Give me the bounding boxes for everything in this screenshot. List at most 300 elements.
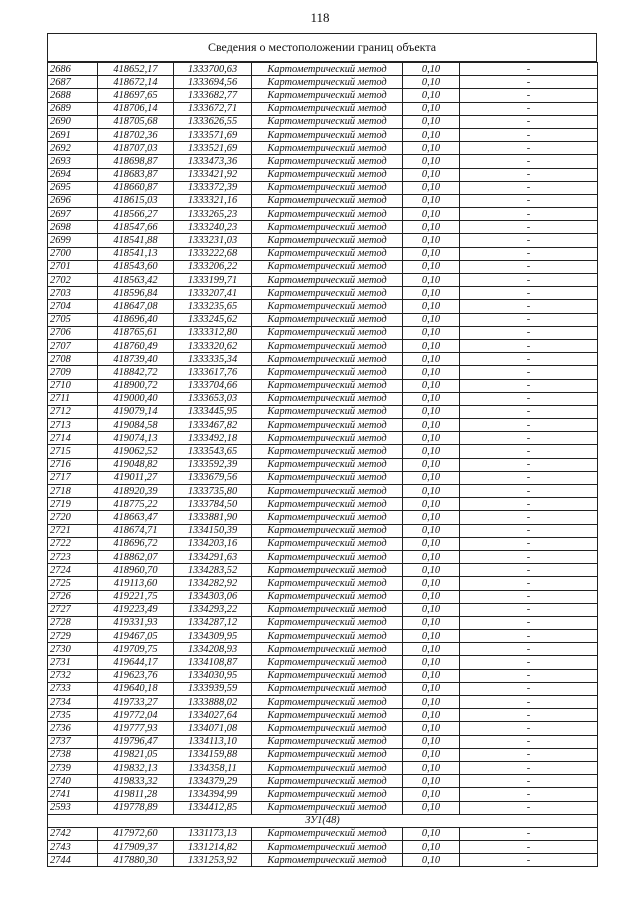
description-cell: - [460,616,598,629]
method-cell: Картометрический метод [252,155,403,168]
description-cell: - [460,419,598,432]
description-cell: - [460,432,598,445]
x-coordinate-cell: 418541,13 [98,247,174,260]
y-coordinate-cell: 1333694,56 [174,76,252,89]
description-cell: - [460,274,598,287]
point-number-cell: 2714 [48,432,98,445]
accuracy-cell: 0,10 [403,168,460,181]
description-cell: - [460,854,598,867]
description-cell: - [460,392,598,405]
description-cell: - [460,709,598,722]
y-coordinate-cell: 1333235,65 [174,300,252,313]
y-coordinate-cell: 1334030,95 [174,669,252,682]
method-cell: Картометрический метод [252,656,403,669]
x-coordinate-cell: 419796,47 [98,735,174,748]
table-row [48,841,598,854]
point-number-cell: 2693 [48,155,98,168]
method-cell: Картометрический метод [252,208,403,221]
description-cell: - [460,168,598,181]
accuracy-cell: 0,10 [403,142,460,155]
method-cell: Картометрический метод [252,616,403,629]
accuracy-cell: 0,10 [403,603,460,616]
description-cell: - [460,603,598,616]
table-row [48,313,598,326]
x-coordinate-cell: 418674,71 [98,524,174,537]
table-row [48,524,598,537]
x-coordinate-cell: 419467,05 [98,630,174,643]
point-number-cell: 2741 [48,788,98,801]
description-cell: - [460,696,598,709]
y-coordinate-cell: 1333592,39 [174,458,252,471]
x-coordinate-cell: 419048,82 [98,458,174,471]
accuracy-cell: 0,10 [403,194,460,207]
section-label: ЗУ1(48) [48,814,598,827]
method-cell: Картометрический метод [252,234,403,247]
method-cell: Картометрический метод [252,287,403,300]
accuracy-cell: 0,10 [403,788,460,801]
description-cell: - [460,76,598,89]
point-number-cell: 2735 [48,709,98,722]
page-number: 118 [310,10,330,25]
x-coordinate-cell: 417972,60 [98,827,174,840]
description-cell: - [460,590,598,603]
method-cell: Картометрический метод [252,630,403,643]
x-coordinate-cell: 419113,60 [98,577,174,590]
point-number-cell: 2691 [48,128,98,141]
method-cell: Картометрический метод [252,102,403,115]
y-coordinate-cell: 1333473,36 [174,155,252,168]
table-row [48,102,598,115]
y-coordinate-cell: 1333245,62 [174,313,252,326]
x-coordinate-cell: 419733,27 [98,696,174,709]
method-cell: Картометрический метод [252,854,403,867]
y-coordinate-cell: 1333704,66 [174,379,252,392]
description-cell: - [460,194,598,207]
y-coordinate-cell: 1334159,88 [174,748,252,761]
x-coordinate-cell: 419062,52 [98,445,174,458]
accuracy-cell: 0,10 [403,471,460,484]
accuracy-cell: 0,10 [403,485,460,498]
method-cell: Картометрический метод [252,735,403,748]
y-coordinate-cell: 1333312,80 [174,326,252,339]
y-coordinate-cell: 1333421,92 [174,168,252,181]
table-body-main [48,63,598,815]
point-number-cell: 2723 [48,550,98,563]
method-cell: Картометрический метод [252,537,403,550]
x-coordinate-cell: 419644,17 [98,656,174,669]
accuracy-cell: 0,10 [403,432,460,445]
description-cell: - [460,287,598,300]
accuracy-cell: 0,10 [403,735,460,748]
accuracy-cell: 0,10 [403,102,460,115]
table-row [48,603,598,616]
method-cell: Картометрический метод [252,181,403,194]
point-number-cell: 2709 [48,366,98,379]
point-number-cell: 2740 [48,775,98,788]
description-cell: - [460,827,598,840]
y-coordinate-cell: 1333265,23 [174,208,252,221]
point-number-cell: 2728 [48,616,98,629]
table-row [48,445,598,458]
point-number-cell: 2703 [48,287,98,300]
point-number-cell: 2727 [48,603,98,616]
table-row [48,669,598,682]
y-coordinate-cell: 1333617,76 [174,366,252,379]
accuracy-cell: 0,10 [403,419,460,432]
description-cell: - [460,234,598,247]
description-cell: - [460,445,598,458]
method-cell: Картометрический метод [252,89,403,102]
y-coordinate-cell: 1334027,64 [174,709,252,722]
point-number-cell: 2698 [48,221,98,234]
table-row [48,485,598,498]
description-cell: - [460,326,598,339]
table-row [48,643,598,656]
point-number-cell: 2717 [48,471,98,484]
table-row [48,432,598,445]
y-coordinate-cell: 1333372,39 [174,181,252,194]
accuracy-cell: 0,10 [403,775,460,788]
y-coordinate-cell: 1334283,52 [174,564,252,577]
method-cell: Картометрический метод [252,339,403,352]
accuracy-cell: 0,10 [403,89,460,102]
description-cell: - [460,313,598,326]
method-cell: Картометрический метод [252,274,403,287]
x-coordinate-cell: 418615,03 [98,194,174,207]
y-coordinate-cell: 1333207,41 [174,287,252,300]
table-title: Сведения о местоположении границ объекта [47,33,597,62]
accuracy-cell: 0,10 [403,445,460,458]
y-coordinate-cell: 1334358,11 [174,761,252,774]
accuracy-cell: 0,10 [403,181,460,194]
accuracy-cell: 0,10 [403,696,460,709]
table-row [48,630,598,643]
x-coordinate-cell: 418775,22 [98,498,174,511]
y-coordinate-cell: 1333682,77 [174,89,252,102]
point-number-cell: 2726 [48,590,98,603]
table-row [48,181,598,194]
x-coordinate-cell: 417909,37 [98,841,174,854]
point-number-cell: 2737 [48,735,98,748]
description-cell: - [460,300,598,313]
accuracy-cell: 0,10 [403,155,460,168]
point-number-cell: 2721 [48,524,98,537]
description-cell: - [460,155,598,168]
method-cell: Картометрический метод [252,419,403,432]
y-coordinate-cell: 1334293,22 [174,603,252,616]
coordinates-table [47,62,598,867]
method-cell: Картометрический метод [252,550,403,563]
accuracy-cell: 0,10 [403,643,460,656]
method-cell: Картометрический метод [252,590,403,603]
accuracy-cell: 0,10 [403,669,460,682]
table-body-section [48,827,598,867]
point-number-cell: 2715 [48,445,98,458]
point-number-cell: 2699 [48,234,98,247]
point-number-cell: 2696 [48,194,98,207]
table-row [48,827,598,840]
accuracy-cell: 0,10 [403,550,460,563]
description-cell: - [460,115,598,128]
table-row [48,854,598,867]
y-coordinate-cell: 1333467,82 [174,419,252,432]
accuracy-cell: 0,10 [403,234,460,247]
x-coordinate-cell: 419223,49 [98,603,174,616]
y-coordinate-cell: 1334208,93 [174,643,252,656]
description-cell: - [460,564,598,577]
x-coordinate-cell: 418960,70 [98,564,174,577]
x-coordinate-cell: 418862,07 [98,550,174,563]
x-coordinate-cell: 418543,60 [98,260,174,273]
table-row [48,550,598,563]
point-number-cell: 2739 [48,761,98,774]
x-coordinate-cell: 418660,87 [98,181,174,194]
y-coordinate-cell: 1334303,06 [174,590,252,603]
method-cell: Картометрический метод [252,194,403,207]
table-row [48,115,598,128]
x-coordinate-cell: 418652,17 [98,63,174,76]
table-row [48,63,598,76]
point-number-cell: 2708 [48,353,98,366]
description-cell: - [460,669,598,682]
description-cell: - [460,735,598,748]
table-row [48,326,598,339]
description-cell: - [460,339,598,352]
point-number-cell: 2716 [48,458,98,471]
method-cell: Картометрический метод [252,445,403,458]
method-cell: Картометрический метод [252,841,403,854]
method-cell: Картометрический метод [252,577,403,590]
table-row [48,788,598,801]
accuracy-cell: 0,10 [403,841,460,854]
description-cell: - [460,63,598,76]
y-coordinate-cell: 1333521,69 [174,142,252,155]
table-row [48,155,598,168]
y-coordinate-cell: 1333321,16 [174,194,252,207]
description-cell: - [460,801,598,814]
method-cell: Картометрический метод [252,458,403,471]
table-row [48,379,598,392]
accuracy-cell: 0,10 [403,656,460,669]
x-coordinate-cell: 418672,14 [98,76,174,89]
point-number-cell: 2738 [48,748,98,761]
table-row [48,392,598,405]
accuracy-cell: 0,10 [403,287,460,300]
method-cell: Картометрический метод [252,827,403,840]
table-row [48,761,598,774]
description-cell: - [460,498,598,511]
y-coordinate-cell: 1333735,80 [174,485,252,498]
x-coordinate-cell: 418765,61 [98,326,174,339]
table-row [48,234,598,247]
method-cell: Картометрический метод [252,669,403,682]
accuracy-cell: 0,10 [403,76,460,89]
point-number-cell: 2734 [48,696,98,709]
table-row [48,577,598,590]
method-cell: Картометрический метод [252,313,403,326]
table-row [48,168,598,181]
point-number-cell: 2724 [48,564,98,577]
y-coordinate-cell: 1333626,55 [174,115,252,128]
x-coordinate-cell: 418547,66 [98,221,174,234]
x-coordinate-cell: 419772,04 [98,709,174,722]
description-cell: - [460,128,598,141]
y-coordinate-cell: 1333679,56 [174,471,252,484]
method-cell: Картометрический метод [252,247,403,260]
point-number-cell: 2701 [48,260,98,273]
accuracy-cell: 0,10 [403,458,460,471]
description-cell: - [460,379,598,392]
table-row [48,498,598,511]
x-coordinate-cell: 418647,08 [98,300,174,313]
y-coordinate-cell: 1334150,39 [174,524,252,537]
description-cell: - [460,458,598,471]
point-number-cell: 2731 [48,656,98,669]
accuracy-cell: 0,10 [403,827,460,840]
x-coordinate-cell: 419011,27 [98,471,174,484]
y-coordinate-cell: 1334379,29 [174,775,252,788]
method-cell: Картометрический метод [252,485,403,498]
table-row [48,471,598,484]
table-section [48,814,598,827]
y-coordinate-cell: 1333199,71 [174,274,252,287]
description-cell: - [460,353,598,366]
x-coordinate-cell: 419777,93 [98,722,174,735]
description-cell: - [460,722,598,735]
x-coordinate-cell: 419833,32 [98,775,174,788]
table-row [48,405,598,418]
y-coordinate-cell: 1333335,34 [174,353,252,366]
point-number-cell: 2692 [48,142,98,155]
point-number-cell: 2700 [48,247,98,260]
point-number-cell: 2710 [48,379,98,392]
y-coordinate-cell: 1333231,03 [174,234,252,247]
point-number-cell: 2686 [48,63,98,76]
y-coordinate-cell: 1334412,85 [174,801,252,814]
table-row [48,511,598,524]
x-coordinate-cell: 418920,39 [98,485,174,498]
accuracy-cell: 0,10 [403,63,460,76]
method-cell: Картометрический метод [252,379,403,392]
table-row [48,537,598,550]
description-cell: - [460,682,598,695]
y-coordinate-cell: 1333240,23 [174,221,252,234]
point-number-cell: 2704 [48,300,98,313]
point-number-cell: 2719 [48,498,98,511]
y-coordinate-cell: 1334291,63 [174,550,252,563]
description-cell: - [460,748,598,761]
accuracy-cell: 0,10 [403,590,460,603]
accuracy-cell: 0,10 [403,709,460,722]
y-coordinate-cell: 1333653,03 [174,392,252,405]
table-row [48,128,598,141]
method-cell: Картометрический метод [252,260,403,273]
description-cell: - [460,656,598,669]
point-number-cell: 2736 [48,722,98,735]
point-number-cell: 2744 [48,854,98,867]
point-number-cell: 2711 [48,392,98,405]
y-coordinate-cell: 1333700,63 [174,63,252,76]
x-coordinate-cell: 419331,93 [98,616,174,629]
point-number-cell: 2722 [48,537,98,550]
table-row [48,247,598,260]
table-row [48,142,598,155]
x-coordinate-cell: 418596,84 [98,287,174,300]
accuracy-cell: 0,10 [403,260,460,273]
point-number-cell: 2743 [48,841,98,854]
x-coordinate-cell: 418566,27 [98,208,174,221]
x-coordinate-cell: 418705,68 [98,115,174,128]
accuracy-cell: 0,10 [403,353,460,366]
table-row [48,260,598,273]
description-cell: - [460,550,598,563]
table-row [48,366,598,379]
x-coordinate-cell: 417880,30 [98,854,174,867]
accuracy-cell: 0,10 [403,511,460,524]
method-cell: Картометрический метод [252,682,403,695]
table-row [48,274,598,287]
point-number-cell: 2720 [48,511,98,524]
x-coordinate-cell: 418760,49 [98,339,174,352]
method-cell: Картометрический метод [252,128,403,141]
method-cell: Картометрический метод [252,788,403,801]
y-coordinate-cell: 1333939,59 [174,682,252,695]
method-cell: Картометрический метод [252,524,403,537]
y-coordinate-cell: 1334287,12 [174,616,252,629]
description-cell: - [460,761,598,774]
y-coordinate-cell: 1333492,18 [174,432,252,445]
method-cell: Картометрический метод [252,115,403,128]
accuracy-cell: 0,10 [403,537,460,550]
table-row [48,221,598,234]
point-number-cell: 2742 [48,827,98,840]
x-coordinate-cell: 418563,42 [98,274,174,287]
method-cell: Картометрический метод [252,511,403,524]
point-number-cell: 2713 [48,419,98,432]
description-cell: - [460,485,598,498]
x-coordinate-cell: 419079,14 [98,405,174,418]
table-row [48,208,598,221]
description-cell: - [460,260,598,273]
x-coordinate-cell: 419640,18 [98,682,174,695]
point-number-cell: 2706 [48,326,98,339]
table-row [48,458,598,471]
accuracy-cell: 0,10 [403,339,460,352]
x-coordinate-cell: 419709,75 [98,643,174,656]
x-coordinate-cell: 419778,89 [98,801,174,814]
description-cell: - [460,405,598,418]
y-coordinate-cell: 1333672,71 [174,102,252,115]
table-row [48,801,598,814]
accuracy-cell: 0,10 [403,748,460,761]
x-coordinate-cell: 418702,36 [98,128,174,141]
method-cell: Картометрический метод [252,709,403,722]
point-number-cell: 2688 [48,89,98,102]
accuracy-cell: 0,10 [403,564,460,577]
method-cell: Картометрический метод [252,353,403,366]
table-row [48,722,598,735]
point-number-cell: 2702 [48,274,98,287]
point-number-cell: 2687 [48,76,98,89]
method-cell: Картометрический метод [252,761,403,774]
method-cell: Картометрический метод [252,326,403,339]
description-cell: - [460,181,598,194]
y-coordinate-cell: 1334113,10 [174,735,252,748]
accuracy-cell: 0,10 [403,115,460,128]
section-row [48,814,598,827]
y-coordinate-cell: 1333888,02 [174,696,252,709]
x-coordinate-cell: 418697,65 [98,89,174,102]
